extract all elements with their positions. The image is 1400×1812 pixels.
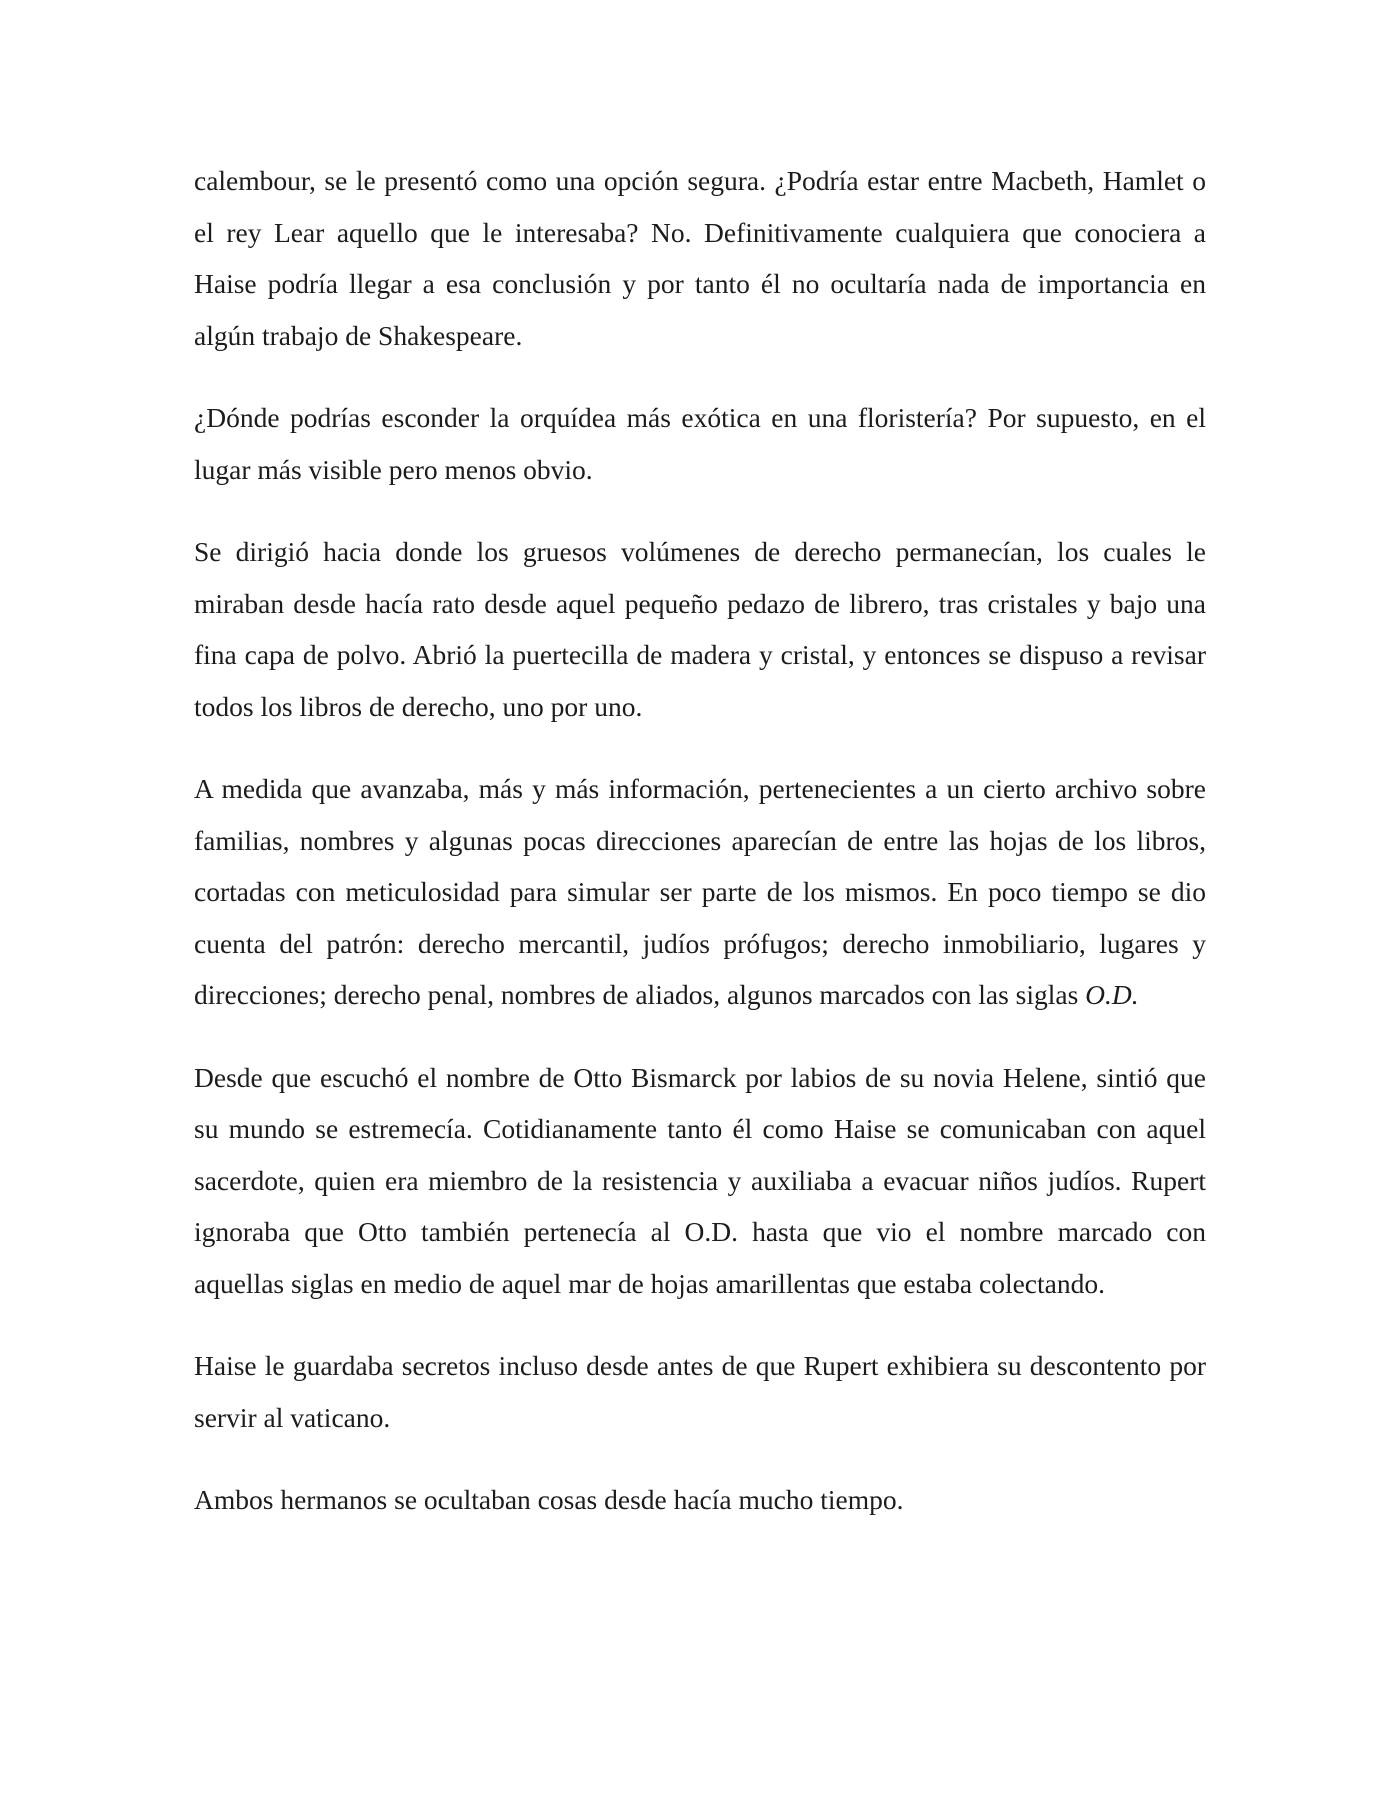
paragraph-3: Se dirigió hacia donde los gruesos volúmenes de derecho permanecían, los cuales le miraban desde hacía rato desde aquel pequeño pedazo de librero, tras cristales y bajo una fina capa de polvo. Abrió la puertecilla de madera y cristal, y entonces se dispuso a revisar todos los libros de derecho, uno por uno. [194,536,1206,722]
paragraph-7: Ambos hermanos se ocultaban cosas desde hacía mucho tiempo. [194,1484,904,1515]
paragraph-6: Haise le guardaba secretos incluso desde antes de que Rupert exhibiera su descontento por servir al vaticano. [194,1350,1206,1433]
paragraph-4-text: A medida que avanzaba, más y más información, pertenecientes a un cierto archivo sobre familias, nombres y algunas pocas direcciones aparecían de entre las hojas de los libros, cortadas con meticulosidad para simular ser parte de los mismos. En poco tiempo se dio cuenta del patrón: derecho mercantil, judíos prófugos; derecho inmobiliario, lugares y direcciones; derecho penal, nombres de aliados, algunos marcados con las siglas [194,773,1206,1010]
paragraph-2: ¿Dónde podrías esconder la orquídea más exótica en una floristería? Por supuesto, en el lugar más visible pero menos obvio. [194,402,1206,485]
paragraph-1: calembour, se le presentó como una opción segura. ¿Podría estar entre Macbeth, Hamlet o el rey Lear aquello que le interesaba? No. Definitivamente cualquiera que conociera a Haise podría llegar a esa conclusión y por tanto él no ocultaría nada de importancia en algún trabajo de Shakespeare. [194,165,1206,351]
body-text [194,155,1206,1557]
paragraph-4-italic: O.D. [1085,979,1139,1010]
paragraph-5: Desde que escuchó el nombre de Otto Bismarck por labios de su novia Helene, sintió que su mundo se estremecía. Cotidianamente tanto él como Haise se comunicaban con aquel sacerdote, quien era miembro de la resistencia y auxiliaba a evacuar niños judíos. Rupert ignoraba que Otto también pertenecía al O.D. hasta que vio el nombre marcado con aquellas siglas en medio de aquel mar de hojas amarillentas que estaba colectando. [194,1061,1206,1299]
paragraph-4 [194,763,1206,1021]
